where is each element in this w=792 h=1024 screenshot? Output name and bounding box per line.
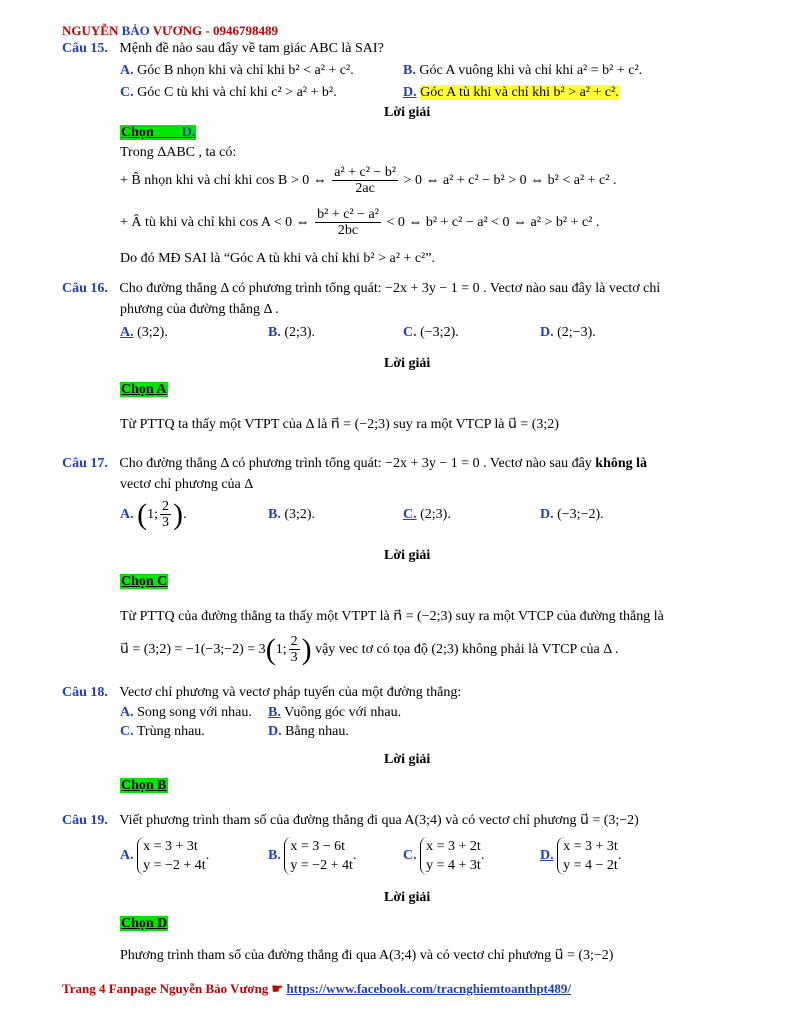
q17-stem: Câu 17. Cho đường thẳng Δ có phương trình tổng quát: −2x + 3y − 1 = 0 . Vectơ nào sau đây không là xyxy=(62,456,648,471)
q17-option-b: B. (3;2). xyxy=(268,507,316,522)
q16-chon xyxy=(120,381,168,399)
q15-option-d: D. Góc A tù khi và chỉ khi b² > a² + c². xyxy=(403,85,619,100)
q19-option-b: B. x = 3 − 6t y = −2 + 4t . xyxy=(268,838,357,873)
header-author: NGUYỄN BẢO VƯƠNG - 0946798489 xyxy=(62,23,278,38)
q15-stem xyxy=(62,40,384,58)
q18-number: Câu 18. xyxy=(62,685,108,700)
q19-option-d: D. x = 3 + 3t y = 4 − 2t . xyxy=(540,838,622,873)
q19-loi-giai: Lời giải xyxy=(384,890,431,905)
q15-option-b: B. Góc A vuông khi và chỉ khi a² = b² + c². xyxy=(403,63,643,78)
q15-sol-line1: Trong ΔABC , ta có: xyxy=(120,145,237,160)
q15-fraction-1: $\frac{\text{a² + c² − b²}}{2ac}$ xyxy=(334,165,397,197)
q15-loi-giai: Lời giải xyxy=(384,105,431,120)
q15-sol-line2: + B̂ nhọn khi và chỉ khi cos B > 0 ⇔ $\frac{\text{a² + c² − b²}}{2ac}$ > 0 ⇔ a² + c² − b² > 0 ⇔ b² < a² + c² . xyxy=(120,165,617,197)
q19-chon-badge: Chọn D xyxy=(121,916,168,931)
q17-option-d: D. (−3;−2). xyxy=(540,507,604,522)
q18-option-a: A. Song song với nhau. xyxy=(120,705,252,720)
q18-chon-badge: Chọn B xyxy=(121,778,167,793)
q16-stem: Câu 16. Cho đường thẳng Δ có phương trình tổng quát: −2x + 3y − 1 = 0 . Vectơ nào sau đây là vectơ chỉ xyxy=(62,281,661,296)
q18-loi-giai: Lời giải xyxy=(384,752,431,767)
q18-option-b: B. Vuông góc với nhau. xyxy=(268,705,402,720)
q16-chon-badge: Chọn A xyxy=(121,382,167,397)
q17-option-c: C. (2;3). xyxy=(403,507,451,522)
q18-chon xyxy=(120,777,168,795)
q15-chon-badge: Chọn D. xyxy=(121,125,196,140)
q15-sol-line4: Do đó MĐ SAI là “Góc A tù khi và chỉ khi b² > a² + c²”. xyxy=(120,251,435,266)
q17-sol-line1: Từ PTTQ của đường thẳng ta thấy một VTPT là n⃗ = (−2;3) suy ra một VTCP của đường thẳng là xyxy=(120,609,664,624)
q15-chon xyxy=(120,124,196,142)
q15-option-a: A. Góc B nhọn khi và chỉ khi b² < a² + c². xyxy=(120,63,354,78)
q18-stem: Câu 18. Vectơ chỉ phương và vectơ pháp tuyến của một đường thẳng: xyxy=(62,685,462,700)
q19-number: Câu 19. xyxy=(62,813,108,828)
q17-chon xyxy=(120,573,168,591)
q16-option-c: C. (−3;2). xyxy=(403,325,459,340)
q17-number: Câu 17. xyxy=(62,456,108,471)
q19-chon xyxy=(120,915,168,933)
footer-link[interactable]: https://www.facebook.com/tracnghiemtoanthpt489/ xyxy=(286,981,571,996)
q17-sol-line2: u⃗ = (3;2) = −1(−3;−2) = 3(1; $\frac{2}{3}$ ) vậy vec tơ có tọa độ (2;3) không phải là VTCP của Δ . xyxy=(120,632,619,666)
q16-option-a: A. (3;2). xyxy=(120,325,168,340)
q18-option-d: D. Bằng nhau. xyxy=(268,724,349,739)
q17-option-a: A. (1; $\frac{2}{3}$ ). xyxy=(120,497,187,531)
q16-stem-line2: phương của đường thẳng Δ . xyxy=(120,302,279,317)
q15-highlight: Góc A tù khi và chỉ khi b² > a² + c². xyxy=(420,85,619,100)
q15-text: Mệnh đề nào sau đây về tam giác ABC là SAI? xyxy=(119,41,384,56)
q19-option-c: C. x = 3 + 2t y = 4 + 3t . xyxy=(403,838,485,873)
q16-option-d: D. (2;−3). xyxy=(540,325,596,340)
q15-fraction-2: $\frac{\text{b² + c² − a²}}{2bc}$ xyxy=(317,207,379,239)
q16-loi-giai: Lời giải xyxy=(384,356,431,371)
q15-sol-line3: + Â tù khi và chỉ khi cos A < 0 ⇔ $\frac{\text{b² + c² − a²}}{2bc}$ < 0 ⇔ b² + c² − a² < 0 ⇔ a² > b² + c² . xyxy=(120,207,600,239)
footer xyxy=(62,980,571,998)
q17-stem-line2: vectơ chỉ phương của Δ xyxy=(120,477,254,492)
q16-number: Câu 16. xyxy=(62,281,108,296)
q16-solution: Từ PTTQ ta thấy một VTPT của Δ là n⃗ = (−2;3) suy ra một VTCP là u⃗ = (3;2) xyxy=(120,417,559,432)
q15-number: Câu 15. xyxy=(62,41,108,56)
q16-option-b: B. (2;3). xyxy=(268,325,316,340)
footer-text: Trang 4 Fanpage Nguyễn Bảo Vương ☛ xyxy=(62,981,284,996)
q19-option-a: A. x = 3 + 3t y = −2 + 4t . xyxy=(120,838,210,873)
q17-chon-badge: Chọn C xyxy=(121,574,168,589)
q18-option-c: C. Trùng nhau. xyxy=(120,724,205,739)
q17-loi-giai: Lời giải xyxy=(384,548,431,563)
q19-stem: Câu 19. Viết phương trình tham số của đường thẳng đi qua A(3;4) và có vectơ chỉ phương u⃗ = (3;−2) xyxy=(62,813,639,828)
q19-solution: Phương trình tham số của đường thẳng đi qua A(3;4) và có vectơ chỉ phương u⃗ = (3;−2) xyxy=(120,948,614,963)
q15-option-c: C. Góc C tù khi và chỉ khi c² > a² + b². xyxy=(120,85,337,100)
